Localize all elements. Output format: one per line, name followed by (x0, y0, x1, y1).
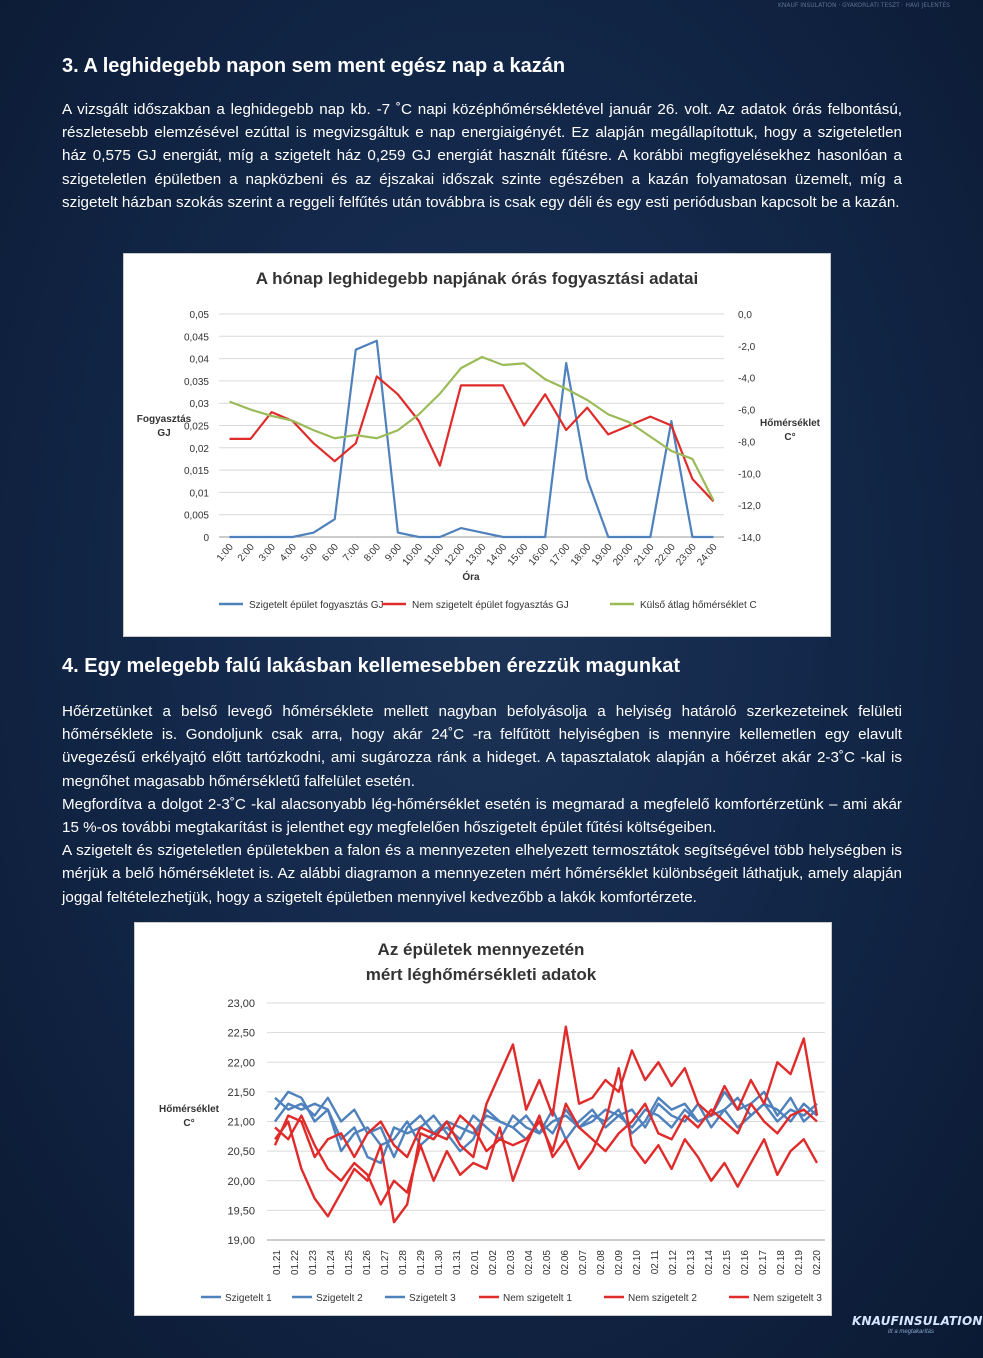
y-tick-label: 22,00 (227, 1057, 255, 1070)
x-tick-label: 01.28 (398, 1250, 409, 1276)
x-tick-label: 16:00 (526, 541, 552, 569)
x-tick-label: 18:00 (569, 541, 594, 569)
section-4-paragraph-2: Megfordítva a dolgot 2-3˚C -kal alacsonyabb lég-hőmérséklet esetén is megmarad a megfelelő komfortérzetünk – ami akár 15 %-os további megtakarítást is jelenthet egy megfelelően hőszigetelt épület fűtési költségeiben. (62, 795, 902, 837)
x-tick-label: 02.12 (668, 1250, 679, 1276)
x-tick-label: 02.09 (614, 1250, 625, 1276)
y-tick-label: 21,50 (227, 1086, 255, 1099)
x-tick-label: 02.20 (812, 1250, 823, 1276)
y-tick-label: 20,00 (227, 1175, 255, 1188)
x-tick-label: 02.03 (506, 1250, 517, 1276)
y-tick-label: 0,005 (183, 510, 209, 522)
x-axis-label: Óra (462, 572, 480, 583)
y-axis-label-line-1: Fogyasztás (136, 414, 192, 425)
x-tick-label: 23:00 (674, 541, 699, 569)
y-tick-label: 0,05 (189, 310, 209, 321)
logo-brand: KNAUFINSULATION (852, 1314, 983, 1328)
x-tick-label: 17:00 (547, 541, 573, 569)
x-tick-label: 01.30 (434, 1250, 445, 1276)
x-tick-label: 02.01 (470, 1250, 481, 1276)
x-tick-label: 01.27 (380, 1250, 391, 1276)
x-tick-label: 01.24 (326, 1250, 337, 1276)
x-tick-label: 20:00 (611, 541, 636, 569)
y-tick-label: 19,00 (227, 1235, 255, 1247)
x-tick-label: 02.19 (794, 1250, 805, 1276)
x-tick-label: 02.15 (722, 1250, 733, 1276)
x-tick-label: 14:00 (484, 541, 510, 569)
y2-tick-label: -2,0 (738, 341, 756, 353)
legend-label: Szigetelt 2 (316, 1293, 363, 1304)
y-tick-label: 0,025 (183, 421, 209, 433)
y-tick-label: 0,01 (189, 488, 209, 500)
y-tick-label: 0,03 (189, 399, 209, 411)
y2-tick-label: -10,0 (738, 469, 761, 481)
x-tick-label: 01.23 (308, 1250, 319, 1276)
x-tick-label: 02.07 (578, 1250, 589, 1276)
x-tick-label: 15:00 (505, 541, 531, 569)
legend-label: Nem szigetelt 1 (503, 1293, 572, 1304)
x-tick-label: 21:00 (632, 541, 657, 569)
x-tick-label: 01.29 (416, 1250, 427, 1276)
series-line-2 (230, 376, 714, 501)
y-tick-label: 0,04 (189, 354, 209, 366)
y-tick-label: 0,045 (183, 332, 209, 344)
y-tick-label: 20,50 (227, 1146, 255, 1159)
y-tick-label: 21,00 (227, 1116, 255, 1129)
x-tick-label: 02.04 (524, 1250, 535, 1276)
section-3-paragraph: A vizsgált időszakban a leghidegebb nap kb. -7 ˚C napi középhőmérsékletével január 26. volt. Az adatok órás felbontású, részletesebb elemzésével ezúttal is megvizsgáltuk e nap energiaigényét. Ez alapján megállapítottuk, hogy a szigeteletlen ház 0,575 GJ energiát, míg a szigetelt ház 0,259 GJ energiát használt fűtésre. A korábbi megfigyelésekhez hasonlóan a szigeteletlen épületben a napközbeni és az éjszakai időszak szinte egészében a kazán folyamatosan üzemelt, míg a szigetelt házban szokás szerint a reggeli felfűtés után továbbra is csak egy déli és egy esti periódusban kapcsolt be a kazán. (62, 101, 902, 211)
x-tick-label: 11:00 (422, 541, 447, 568)
x-tick-label: 02.18 (776, 1250, 787, 1276)
x-tick-label: 4:00 (278, 541, 299, 564)
legend-label: Nem szigetelt 2 (628, 1293, 697, 1304)
ceiling-temperature-chart (134, 922, 832, 1316)
knauf-insulation-logo (852, 1314, 983, 1335)
x-tick-label: 10:00 (400, 541, 426, 569)
x-tick-label: 01.31 (452, 1250, 463, 1276)
y-tick-label: 0,035 (183, 376, 209, 388)
x-tick-label: 3:00 (256, 541, 278, 564)
y2-tick-label: -4,0 (738, 373, 756, 385)
x-tick-label: 24:00 (695, 541, 720, 569)
x-tick-label: 02.06 (560, 1250, 571, 1276)
x-tick-label: 01.22 (290, 1250, 301, 1276)
y2-tick-label: -12,0 (738, 501, 761, 513)
y2-tick-label: -6,0 (738, 405, 756, 417)
y-axis-label-line-2: GJ (157, 428, 171, 439)
y-tick-label: 0,02 (189, 443, 209, 455)
legend-label: Szigetelt épület fogyasztás GJ (249, 600, 384, 611)
x-tick-label: 2:00 (235, 541, 257, 564)
series-line-1 (230, 341, 714, 537)
hourly-consumption-chart-svg (124, 254, 830, 636)
x-tick-label: 02.16 (740, 1250, 751, 1276)
y-tick-label: 22,50 (227, 1027, 255, 1040)
x-tick-label: 02.10 (632, 1250, 643, 1276)
x-tick-label: 12:00 (442, 541, 468, 569)
y2-tick-label: 0,0 (738, 310, 752, 321)
x-tick-label: 9:00 (383, 541, 405, 564)
x-tick-label: 7:00 (341, 541, 363, 564)
x-tick-label: 5:00 (299, 541, 320, 564)
x-tick-label: 02.02 (488, 1250, 499, 1276)
x-tick-label: 02.11 (650, 1250, 661, 1275)
x-tick-label: 8:00 (362, 541, 384, 564)
y2-tick-label: -8,0 (738, 437, 756, 449)
legend-label: Külső átlag hőmérséklet C (640, 600, 757, 611)
section-4-paragraph-1: Hőérzetünket a belső levegő hőmérséklete mellett nagyban befolyásolja a helyiség határoló szerkezeteinek felületi hőmérséklete is. Gondoljunk csak arra, hogy akár 24˚C -ra felfűtött helyiségben is mennyire kellemetlen egy elavult üvegezésű erkélyajtó előtt tartózkodni, ami sugározza ránk a hideget. A tapasztalatok alapján a hőérzet akár 2-3˚C -kal is megnőhet magasabb hőmérsékletű falfelület esetén. (62, 703, 902, 790)
logo-tagline: itt a megtakarítás (888, 1329, 935, 1335)
x-tick-label: 1:00 (214, 541, 236, 564)
header-note: KNAUF INSULATION · GYAKORLATI TESZT · HAVI JELENTÉS (777, 2, 950, 9)
x-tick-label: 01.26 (362, 1250, 373, 1276)
x-tick-label: 02.14 (704, 1250, 715, 1276)
x-tick-label: 02.17 (758, 1250, 769, 1276)
x-tick-label: 01.21 (272, 1250, 283, 1276)
x-tick-label: 02.13 (686, 1250, 697, 1276)
x-tick-label: 6:00 (320, 541, 342, 564)
y-tick-label: 0 (203, 533, 209, 544)
x-tick-label: 01.25 (344, 1250, 355, 1276)
y-tick-label: 0,015 (183, 466, 209, 478)
section-4-text (62, 700, 902, 909)
y2-axis-label-line-1: Hőmérséklet (759, 418, 821, 429)
hourly-consumption-chart (123, 253, 831, 637)
legend-label: Szigetelt 1 (225, 1293, 272, 1304)
x-tick-label: 22:00 (653, 541, 678, 569)
x-tick-label: 13:00 (463, 541, 489, 569)
series-line-3 (230, 357, 714, 500)
y2-tick-label: -14,0 (738, 533, 761, 544)
legend-label: Szigetelt 3 (409, 1293, 456, 1304)
legend-label: Nem szigetelt épület fogyasztás GJ (412, 600, 569, 611)
y-tick-label: 23,00 (227, 998, 255, 1010)
legend-label: Nem szigetelt 3 (753, 1293, 822, 1304)
chart-title: A hónap leghidegebb napjának órás fogyasztási adatai (255, 269, 699, 288)
x-tick-label: 19:00 (590, 541, 615, 569)
section-3-title: 3. A leghidegebb napon sem ment egész nap a kazán (62, 55, 566, 77)
section-4-paragraph-3: A szigetelt és szigeteletlen épületekben a falon és a mennyezeten elhelyezett termosztátok segítségével több helységben is mérjük a belő hőmérsékletet is. Az alábbi diagramon a mennyezeten mért hőmérséklet különbségeit láthatjuk, amely alapján joggal feltételezhetjük, hogy a szigetelt épületben mennyivel kedvezőbb a lakók komfortérzete. (62, 842, 902, 906)
y-tick-label: 19,50 (227, 1205, 255, 1218)
x-tick-label: 02.08 (596, 1250, 607, 1276)
chart-title-line-1: Az épületek mennyezetén (377, 940, 585, 959)
ceiling-temperature-chart-svg (135, 923, 831, 1315)
y-axis-label-line-2: C° (183, 1118, 195, 1129)
y-axis-label-line-1: Hőmérséklet (158, 1104, 220, 1115)
y2-axis-label-line-2: C° (784, 432, 796, 443)
chart-title-line-2: mért léghőmérsékleti adatok (365, 965, 597, 984)
section-4-title: 4. Egy melegebb falú lakásban kellemesebben érezzük magunkat (62, 655, 681, 677)
x-tick-label: 02.05 (542, 1250, 553, 1276)
